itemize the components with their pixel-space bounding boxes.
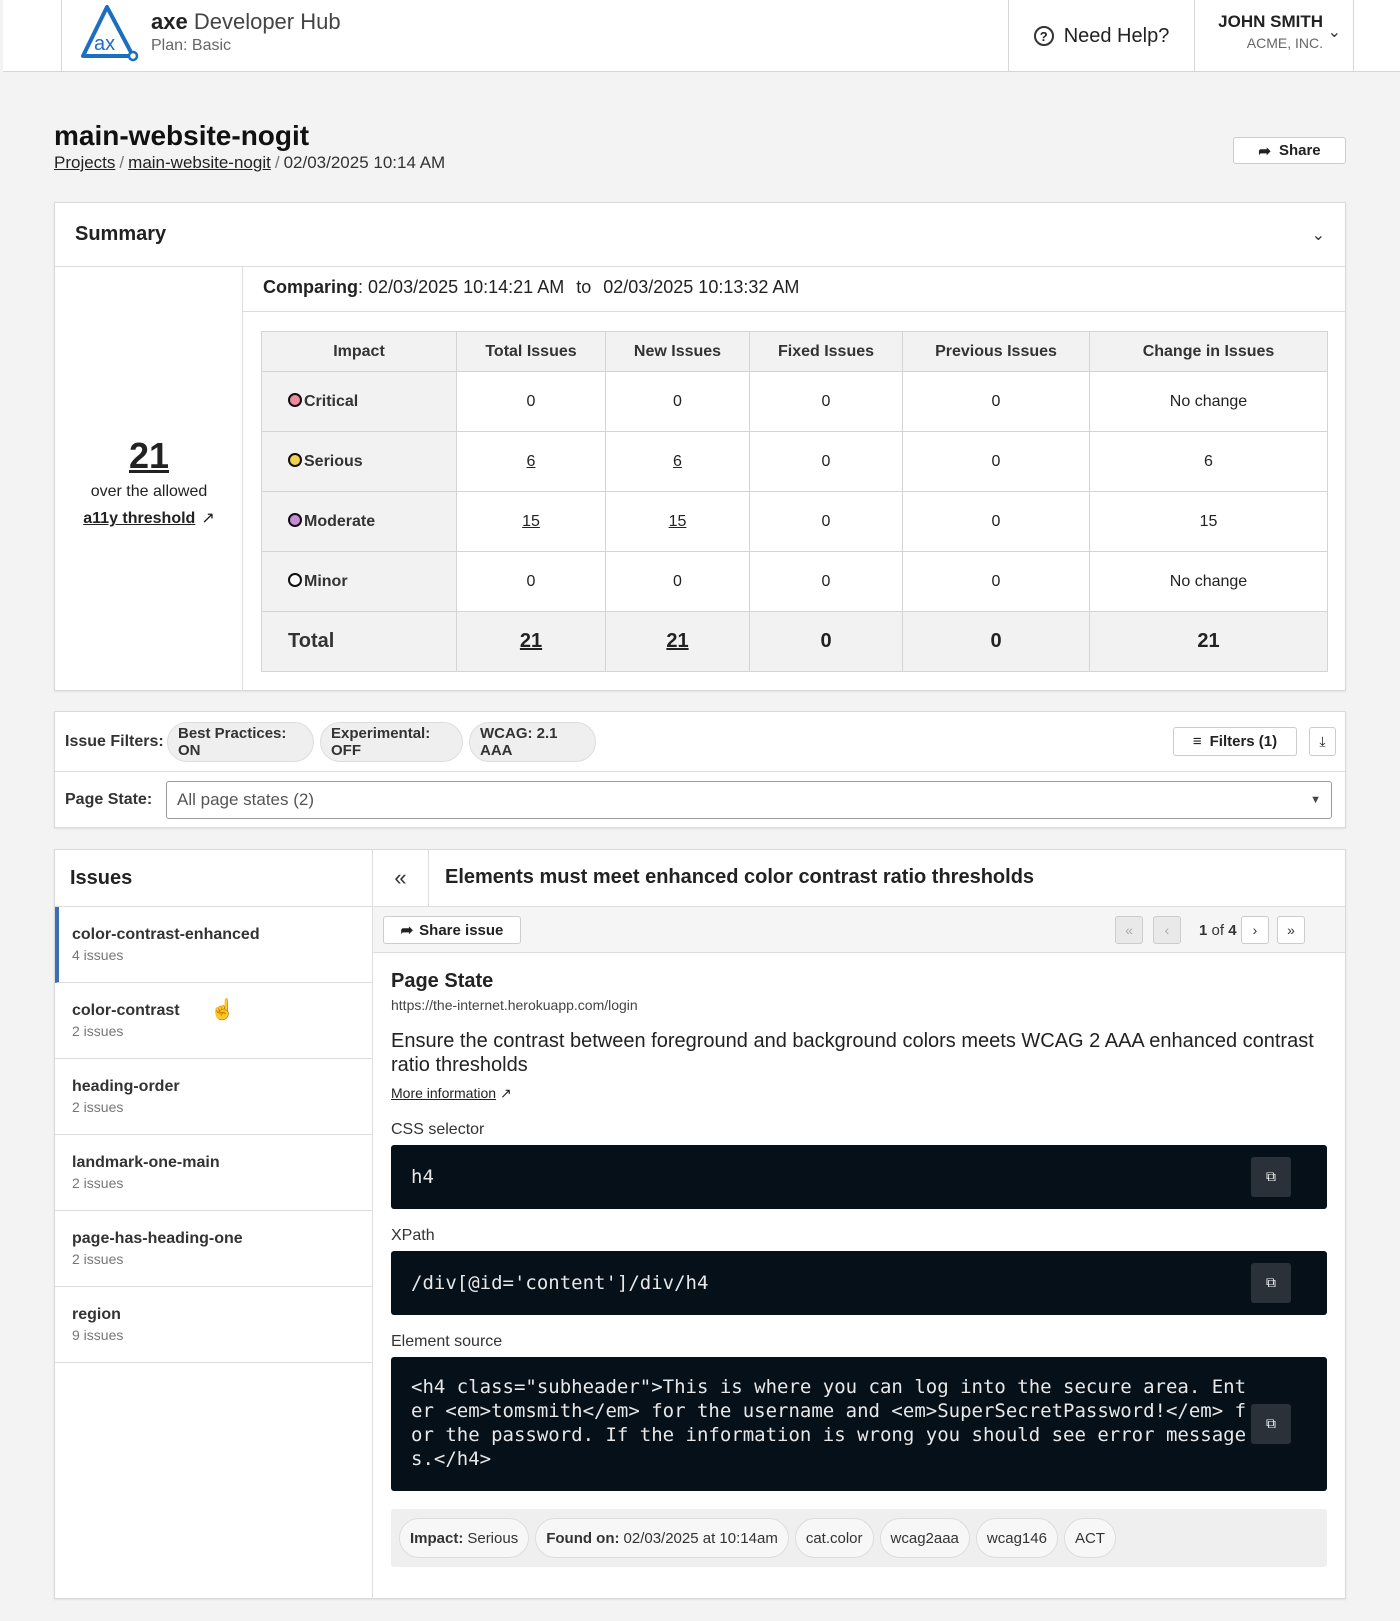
share-issue-label: Share issue — [419, 921, 504, 939]
share-button[interactable] — [1233, 137, 1346, 164]
issue-list-item[interactable] — [55, 1135, 372, 1211]
issue-count: 2 issues — [72, 1251, 124, 1267]
double-chevron-left-icon: « — [1125, 922, 1133, 938]
share-icon: ➦ — [400, 922, 414, 939]
page-state-select[interactable] — [166, 781, 1332, 819]
page-url: https://the-internet.herokuapp.com/login — [391, 997, 638, 1013]
chevron-down-icon: ⌄ — [1327, 24, 1341, 41]
issue-list-item[interactable] — [55, 1059, 372, 1135]
total-label: Total — [262, 612, 457, 672]
issues-card — [54, 849, 1346, 1599]
page-state-value: All page states (2) — [177, 790, 315, 809]
col-change: Change in Issues — [1090, 332, 1328, 372]
detail-body — [391, 970, 1327, 1567]
hand-cursor-icon: ☝ — [210, 999, 235, 1021]
breadcrumb-project[interactable]: main-website-nogit — [128, 153, 271, 172]
issue-list-item[interactable] — [55, 1211, 372, 1287]
copy-source-button[interactable] — [1251, 1404, 1291, 1444]
copy-icon: ⧉ — [1266, 1169, 1276, 1185]
chevron-down-icon[interactable]: ⌄ — [1311, 226, 1325, 244]
copy-icon: ⧉ — [1266, 1416, 1276, 1432]
copy-css-button[interactable] — [1251, 1157, 1291, 1197]
col-new: New Issues — [606, 332, 750, 372]
breadcrumb-current: 02/03/2025 10:14 AM — [283, 153, 446, 172]
new-issues-cell: 0 — [606, 372, 750, 432]
issue-tag: cat.color — [795, 1518, 874, 1558]
filters-button[interactable] — [1173, 727, 1297, 756]
element-source-box — [391, 1357, 1327, 1491]
chevron-left-icon: ‹ — [1164, 922, 1170, 938]
chip-best-practices[interactable]: Best Practices: ON — [167, 722, 314, 762]
issues-title: Issues — [55, 850, 372, 907]
total-issues-cell: 0 — [457, 552, 606, 612]
issue-count: 2 issues — [72, 1023, 124, 1039]
impact-dot-icon — [288, 573, 302, 587]
xpath-label: XPath — [391, 1227, 435, 1244]
summary-header[interactable] — [55, 203, 1345, 267]
impact-dot-icon — [288, 453, 302, 467]
issue-tag: ACT — [1064, 1518, 1116, 1558]
fixed-issues-cell: 0 — [750, 432, 903, 492]
question-icon: ? — [1034, 26, 1054, 46]
double-chevron-left-icon: « — [394, 865, 407, 890]
impact-row-serious — [262, 432, 1328, 492]
col-fixed: Fixed Issues — [750, 332, 903, 372]
total-issues-cell: 0 — [457, 372, 606, 432]
share-label: Share — [1278, 142, 1321, 159]
top-bar — [3, 0, 1400, 72]
issue-rule-name: landmark-one-main — [72, 1154, 220, 1171]
over-threshold-text: over the allowed — [90, 483, 208, 500]
download-icon: ⤓ — [1319, 733, 1326, 749]
issue-rule-name: region — [72, 1306, 121, 1323]
issue-count: 9 issues — [72, 1327, 124, 1343]
issue-rule-name: color-contrast — [72, 1002, 180, 1019]
previous-issues-cell: 0 — [903, 612, 1090, 672]
col-impact: Impact — [262, 332, 457, 372]
caret-down-icon: ▼ — [1310, 794, 1321, 806]
external-link-icon: ↗ — [499, 1085, 512, 1101]
col-previous: Previous Issues — [903, 332, 1090, 372]
over-threshold-count[interactable]: 21 — [128, 435, 170, 476]
svg-text:ax: ax — [94, 33, 116, 55]
impact-label: Critical — [262, 372, 457, 432]
need-help-label: Need Help? — [1063, 24, 1170, 47]
copy-icon: ⧉ — [1266, 1275, 1276, 1291]
new-issues-cell[interactable]: 6 — [606, 432, 750, 492]
next-page-button[interactable] — [1241, 916, 1269, 944]
copy-xpath-button[interactable] — [1251, 1263, 1291, 1303]
xpath-box — [391, 1251, 1327, 1315]
issue-tag: wcag2aaa — [880, 1518, 970, 1558]
page-title: main-website-nogit — [54, 120, 310, 151]
filters-label: Filters (1) — [1209, 733, 1278, 750]
page-state-label: Page State: — [65, 791, 153, 808]
total-issues-cell[interactable]: 6 — [457, 432, 606, 492]
filters-card — [54, 711, 1346, 828]
user-name: JOHN SMITH — [1218, 12, 1323, 31]
chip-wcag[interactable]: WCAG: 2.1 AAA — [469, 722, 596, 762]
first-page-button[interactable] — [1115, 916, 1143, 944]
issue-count: 2 issues — [72, 1175, 124, 1191]
issue-count: 2 issues — [72, 1099, 124, 1115]
issue-filters-label: Issue Filters: — [65, 733, 164, 750]
impact-table — [261, 331, 1328, 672]
breadcrumb: Projects / main-website-nogit / 02/03/2025 10:14 AM — [54, 153, 446, 172]
divider — [243, 311, 1346, 312]
total-issues-cell[interactable]: 15 — [457, 492, 606, 552]
impact-label: Minor — [262, 552, 457, 612]
more-information-link[interactable]: More information ↗ — [391, 1085, 512, 1101]
issue-detail — [373, 850, 1345, 1598]
prev-page-button[interactable] — [1153, 916, 1181, 944]
summary-title: Summary — [75, 223, 167, 245]
change-issues-cell: 6 — [1090, 432, 1328, 492]
comparing-line: Comparing: 02/03/2025 10:14:21 AM to 02/03/2025 10:13:32 AM — [263, 277, 800, 297]
download-button[interactable] — [1309, 727, 1336, 756]
user-org: ACME, INC. — [1246, 35, 1323, 51]
issue-list-item[interactable] — [55, 1287, 372, 1363]
previous-issues-cell: 0 — [903, 372, 1090, 432]
impact-label: Serious — [262, 432, 457, 492]
impact-row-total — [262, 612, 1328, 672]
issue-list-item[interactable] — [55, 907, 372, 983]
collapse-panel-button[interactable] — [373, 850, 429, 906]
change-issues-cell: 21 — [1090, 612, 1328, 672]
impact-label: Moderate — [262, 492, 457, 552]
impact-row-critical — [262, 372, 1328, 432]
compare-from: 02/03/2025 10:14:21 AM — [368, 277, 565, 297]
previous-issues-cell: 0 — [903, 492, 1090, 552]
css-selector-label: CSS selector — [391, 1121, 485, 1138]
issue-title: Elements must meet enhanced color contrast ratio thresholds — [445, 866, 1035, 888]
share-icon: ➦ — [1258, 142, 1271, 160]
issue-tag: wcag146 — [976, 1518, 1058, 1558]
element-source-label: Element source — [391, 1333, 503, 1350]
chip-experimental[interactable]: Experimental: OFF — [320, 722, 463, 762]
need-help-button[interactable] — [1008, 0, 1195, 72]
page-counter: 1 of 4 — [1199, 922, 1237, 939]
issue-tag: Impact: Serious — [399, 1518, 529, 1558]
plan-label: Plan: Basic — [151, 37, 232, 54]
detail-header — [373, 850, 1345, 907]
fixed-issues-cell: 0 — [750, 372, 903, 432]
issue-tag: Found on: 02/03/2025 at 10:14am — [535, 1518, 789, 1558]
impact-row-moderate — [262, 492, 1328, 552]
last-page-button[interactable] — [1277, 916, 1305, 944]
impact-row-minor — [262, 552, 1328, 612]
threshold-link[interactable]: a11y threshold ↗ — [83, 510, 215, 527]
issues-list — [55, 850, 373, 1598]
total-issues-cell[interactable]: 21 — [457, 612, 606, 672]
issue-rule-name: page-has-heading-one — [72, 1230, 243, 1247]
issue-rule-name: heading-order — [72, 1078, 180, 1095]
summary-card — [54, 202, 1346, 691]
issue-count: 4 issues — [72, 947, 124, 963]
fixed-issues-cell: 0 — [750, 492, 903, 552]
brand-name: axe Developer Hub — [151, 9, 341, 34]
external-link-icon: ↗ — [201, 510, 215, 527]
previous-issues-cell: 0 — [903, 552, 1090, 612]
detail-toolbar — [373, 907, 1345, 953]
divider — [61, 0, 62, 72]
change-issues-cell: 15 — [1090, 492, 1328, 552]
filter-icon: ≡ — [1192, 733, 1202, 750]
element-source-value: <h4 class="subheader">This is where you can log into the secure area. Enter <em>tomsmith</em> for the username and <em>SuperSecretPassword!</em> for the password. If the information is wrong you should see error messages.</h4> — [411, 1376, 1247, 1470]
new-issues-cell[interactable]: 15 — [606, 492, 750, 552]
user-menu[interactable] — [1195, 0, 1354, 72]
issue-list-item[interactable] — [55, 983, 372, 1059]
compare-to: 02/03/2025 10:13:32 AM — [603, 277, 800, 297]
chevron-right-icon: › — [1252, 922, 1258, 938]
fixed-issues-cell: 0 — [750, 552, 903, 612]
issue-description: Ensure the contrast between foreground and background colors meets WCAG 2 AAA enhanced contrast ratio thresholds — [391, 1030, 1314, 1076]
change-issues-cell: No change — [1090, 552, 1328, 612]
css-selector-box — [391, 1145, 1327, 1209]
impact-dot-icon — [288, 393, 302, 407]
fixed-issues-cell: 0 — [750, 612, 903, 672]
change-issues-cell: No change — [1090, 372, 1328, 432]
axe-logo[interactable] — [79, 4, 143, 62]
issue-filters-row — [55, 712, 1345, 772]
css-selector-value: h4 — [411, 1166, 434, 1188]
threshold-panel — [55, 267, 243, 691]
tag-bar — [391, 1509, 1327, 1567]
breadcrumb-projects[interactable]: Projects — [54, 153, 116, 172]
new-issues-cell[interactable]: 21 — [606, 612, 750, 672]
previous-issues-cell: 0 — [903, 432, 1090, 492]
issue-rule-name: color-contrast-enhanced — [72, 926, 260, 943]
share-issue-button[interactable] — [383, 916, 521, 944]
xpath-value: /div[@id='content']/div/h4 — [411, 1272, 709, 1294]
impact-dot-icon — [288, 513, 302, 527]
double-chevron-right-icon: » — [1287, 922, 1295, 938]
col-total: Total Issues — [457, 332, 606, 372]
new-issues-cell: 0 — [606, 552, 750, 612]
page-state-heading: Page State — [391, 970, 494, 992]
